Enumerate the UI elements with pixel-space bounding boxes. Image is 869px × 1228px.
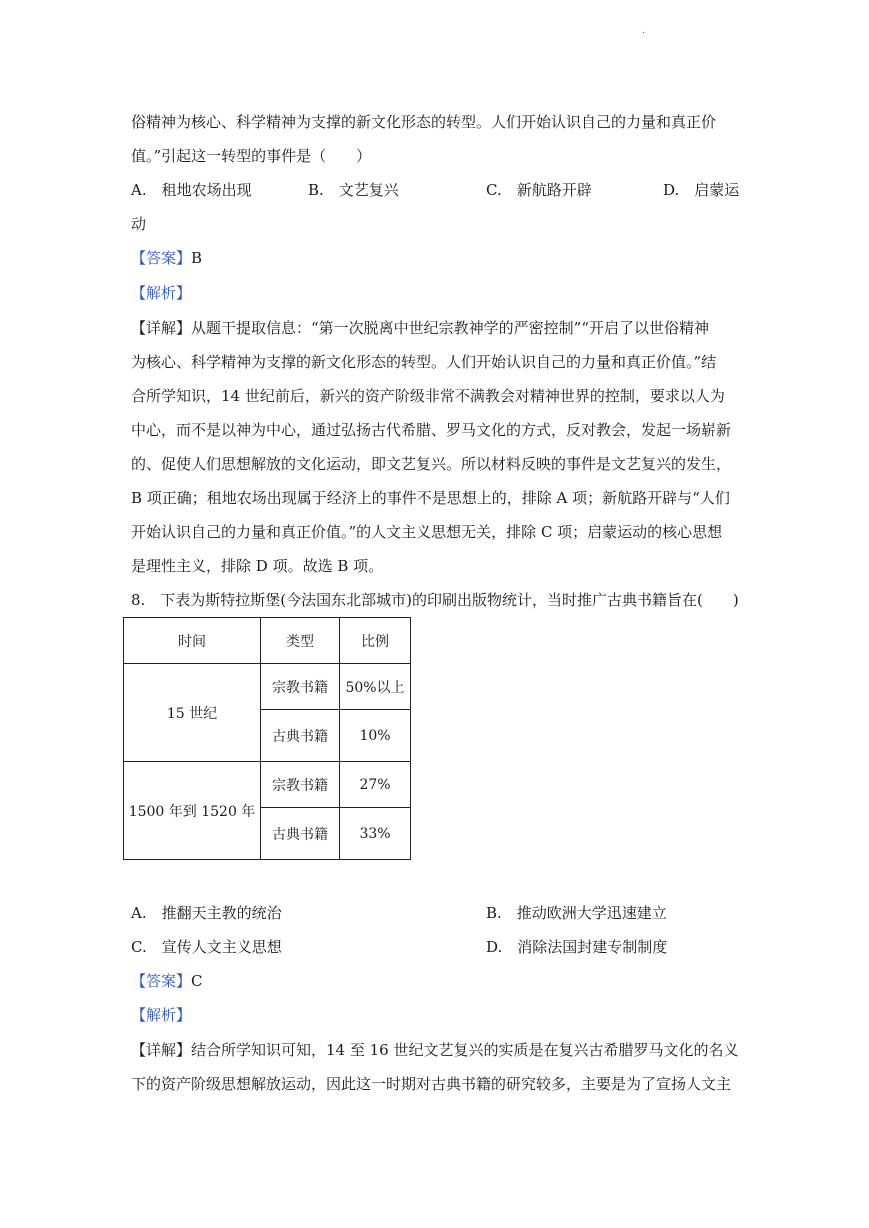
ratio-cell: 10%	[340, 710, 411, 762]
ratio-cell: 50%以上	[340, 664, 411, 710]
q7-option-c: C. 新航路开辟	[486, 181, 592, 199]
detail-text: 从题干提取信息：“第一次脱离中世纪宗教神学的严密控制”“开启了以世俗精神	[191, 319, 710, 337]
q7-analysis-tag: 【解析】	[131, 284, 192, 302]
q7-detail-line: 中心，而不是以神为中心，通过弘扬古代希腊、罗马文化的方式，反对教会，发起一场崭新	[131, 421, 732, 439]
ratio-cell: 33%	[340, 808, 411, 860]
q7-answer	[131, 248, 202, 268]
q7-detail-line: B 项正确；租地农场出现属于经济上的事件不是思想上的，排除 A 项；新航路开辟与“人们	[131, 489, 730, 507]
answer-value: C	[191, 972, 203, 990]
answer-tag: 【答案】	[131, 972, 192, 990]
header-cell: 时间	[124, 618, 261, 664]
q7-option-d: D. 启蒙运	[663, 181, 740, 199]
q8-stem: 8. 下表为斯特拉斯堡(今法国东北部城市)的印刷出版物统计，当时推广古典书籍旨在( )	[131, 591, 739, 609]
q7-option-b: B. 文艺复兴	[308, 181, 399, 199]
q8-analysis-tag: 【解析】	[131, 1006, 192, 1024]
q7-detail-line	[131, 318, 709, 338]
header-cell: 类型	[261, 618, 340, 664]
table-row	[124, 664, 411, 710]
q7-detail-line: 的、促使人们思想解放的文化运动，即文艺复兴。所以材料反映的事件是文艺复兴的发生，	[131, 455, 732, 473]
detail-text: 结合所学知识可知，14 至 16 世纪文艺复兴的实质是在复兴古希腊罗马文化的名义	[191, 1041, 739, 1059]
q7-detail-line: 是理性主义，排除 D 项。故选 B 项。	[131, 557, 384, 575]
header-cell: 比例	[340, 618, 411, 664]
q7-detail-line: 合所学知识，14 世纪前后，新兴的资产阶级非常不满教会对精神世界的控制，要求以人为	[131, 387, 725, 405]
q8-answer	[131, 971, 203, 991]
q7-option-d-wrap: 动	[131, 215, 147, 233]
q7-detail-line: 为核心、科学精神为支撑的新文化形态的转型。人们开始认识自己的力量和真正价值。”结	[131, 353, 717, 371]
page-dot: ·	[642, 28, 646, 39]
period-cell: 15 世纪	[124, 664, 261, 762]
q8-detail-line: 下的资产阶级思想解放运动，因此这一时期对古典书籍的研究较多，主要是为了宣扬人文主	[131, 1075, 732, 1093]
detail-tag: 【详解】	[131, 319, 192, 337]
ratio-cell: 27%	[340, 762, 411, 808]
detail-tag: 【详解】	[131, 1041, 192, 1059]
type-cell: 古典书籍	[261, 808, 340, 860]
q7-detail-line: 开始认识自己的力量和真正价值。”的人文主义思想无关，排除 C 项；启蒙运动的核心思想	[131, 523, 723, 541]
q8-option-b: B. 推动欧洲大学迅速建立	[486, 904, 667, 922]
answer-value: B	[191, 249, 203, 267]
type-cell: 古典书籍	[261, 710, 340, 762]
q7-stem-line: 俗精神为核心、科学精神为支撑的新文化形态的转型。人们开始认识自己的力量和真正价	[131, 113, 717, 131]
q8-option-d: D. 消除法国封建专制制度	[486, 938, 668, 956]
type-cell: 宗教书籍	[261, 664, 340, 710]
q8-option-c: C. 宣传人文主义思想	[131, 938, 282, 956]
q8-option-a: A. 推翻天主教的统治	[131, 904, 282, 922]
answer-tag: 【答案】	[131, 249, 192, 267]
period-cell: 1500 年到 1520 年	[124, 762, 261, 860]
q8-detail-line	[131, 1040, 739, 1060]
q7-option-a: A. 租地农场出现	[131, 181, 252, 199]
print-stat-table	[123, 617, 411, 860]
type-cell: 宗教书籍	[261, 762, 340, 808]
table-row	[124, 762, 411, 808]
q7-stem-line: 值。”引起这一转型的事件是（ ）	[131, 147, 372, 165]
table-header-row	[124, 618, 411, 664]
